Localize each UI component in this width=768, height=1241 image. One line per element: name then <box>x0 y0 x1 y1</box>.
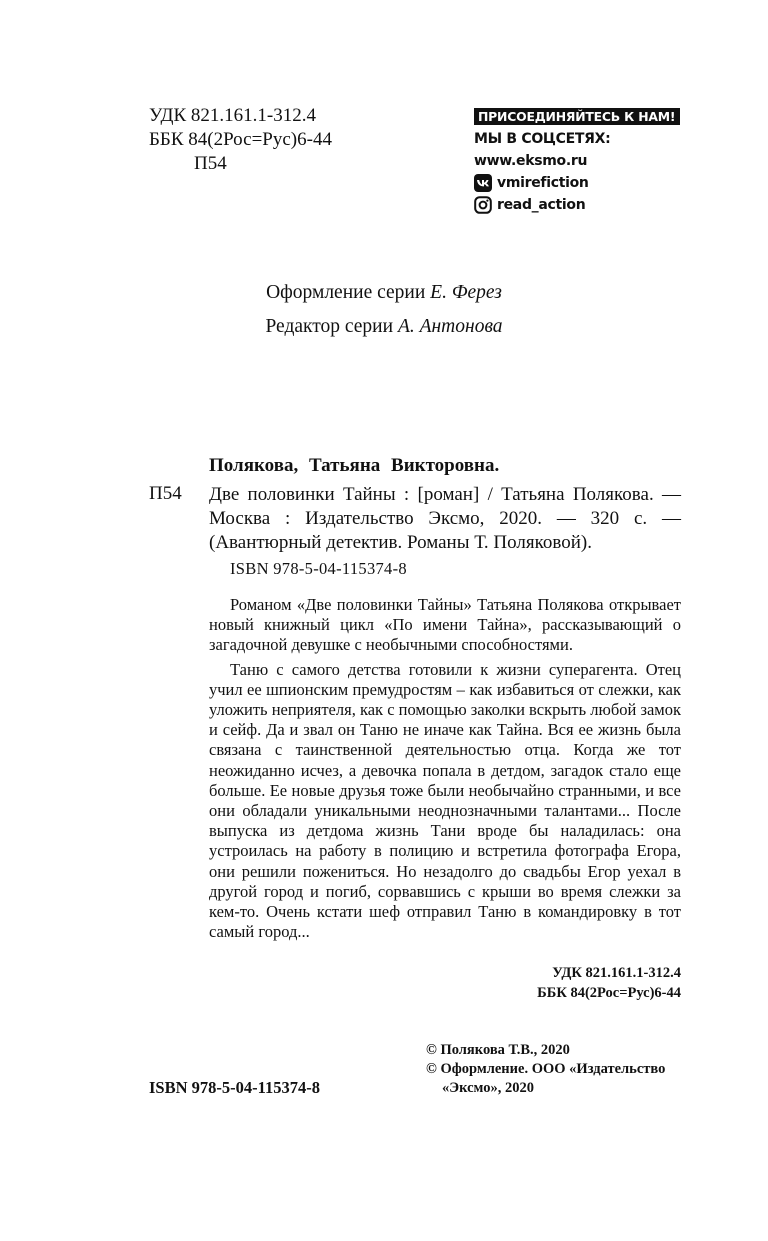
isbn-line: ISBN 978-5-04-115374-8 <box>230 559 407 578</box>
author-heading: Полякова, Татьяна Викторовна. <box>209 455 500 476</box>
series-design-credit <box>0 282 768 304</box>
annotation-paragraph-2: Таню с самого детства готовили к жизни суперагента. Отец учил ее шпионским премудростям – как избавиться от слежки, как уложить неприятеля, как с помощью заколки вскрыть любой замок и сейф. Да и звал он Таню не иначе как Тайна. Вся ее жизнь была связана с таинственной деятельностью отца. Когда же тот неожиданно исчез, а девочка попала в детдом, загадок стало еще больше. Ее новые друзья тоже были необычайно странными, и все они обладали уникальными неоднозначными талантами... После выпуска из детдома жизнь Тани вроде бы наладилась: она устроилась на работу в полицию и встретила фотографа Егора, они решили пожениться. Но незадолго до свадьбы Егор уехал в другой город и погиб, сорвавшись с крыши во время слежки за кем-то. Очень кстати шеф отправил Таню в командировку в тот самый город... <box>209 659 681 942</box>
footer-isbn: ISBN 978-5-04-115374-8 <box>149 1078 320 1097</box>
social-block <box>474 108 680 216</box>
vk-link[interactable] <box>474 172 680 194</box>
classification-block <box>149 104 332 176</box>
site-link[interactable]: www.eksmo.ru <box>474 153 588 169</box>
series-editor-name: А. Антонова <box>397 316 503 337</box>
footer-bbk: ББК 84(2Рос=Рус)6-44 <box>537 985 681 1001</box>
series-designer-name: Е. Ферез <box>430 282 502 303</box>
bbk-code: ББК 84(2Рос=Рус)6-44 <box>149 129 332 150</box>
footer-udk: УДК 821.161.1-312.4 <box>552 965 681 981</box>
udk-code: УДК 821.161.1-312.4 <box>149 105 316 126</box>
series-editor-credit <box>0 316 768 338</box>
vk-handle: vmirefiction <box>497 175 589 191</box>
copyright-design: © Оформление. ООО «Издательство <box>426 1061 666 1077</box>
social-networks-label: МЫ В СОЦСЕТЯХ: <box>474 131 611 147</box>
biblio-author-mark: П54 <box>149 483 182 504</box>
footer-classification <box>500 963 681 1003</box>
annotation <box>209 595 681 942</box>
instagram-link[interactable] <box>474 194 680 216</box>
bibliographic-description: Две половинки Тайны : [роман] / Татьяна Полякова. — Москва : Издательство Эксмо, 2020. — 320 с. — (Авантюрный детектив. Романы Т. Поляковой). <box>209 484 681 553</box>
series-design-label: Оформление серии <box>266 282 426 303</box>
vk-icon <box>474 174 492 192</box>
annotation-paragraph-1: Романом «Две половинки Тайны» Татьяна Полякова открывает новый книжный цикл «По имени Тайна», рассказывающий о загадочной девушке с необычными способностями. <box>209 595 681 655</box>
copyright-author: © Полякова Т.В., 2020 <box>426 1042 570 1058</box>
join-us-banner: ПРИСОЕДИНЯЙТЕСЬ К НАМ! <box>474 108 680 125</box>
author-mark: П54 <box>194 153 227 174</box>
copyright-design-cont: «Эксмо», 2020 <box>442 1080 534 1096</box>
copyright-block <box>426 1041 686 1098</box>
instagram-handle: read_action <box>497 197 586 213</box>
instagram-icon <box>474 196 492 214</box>
series-editor-label: Редактор серии <box>265 316 394 337</box>
